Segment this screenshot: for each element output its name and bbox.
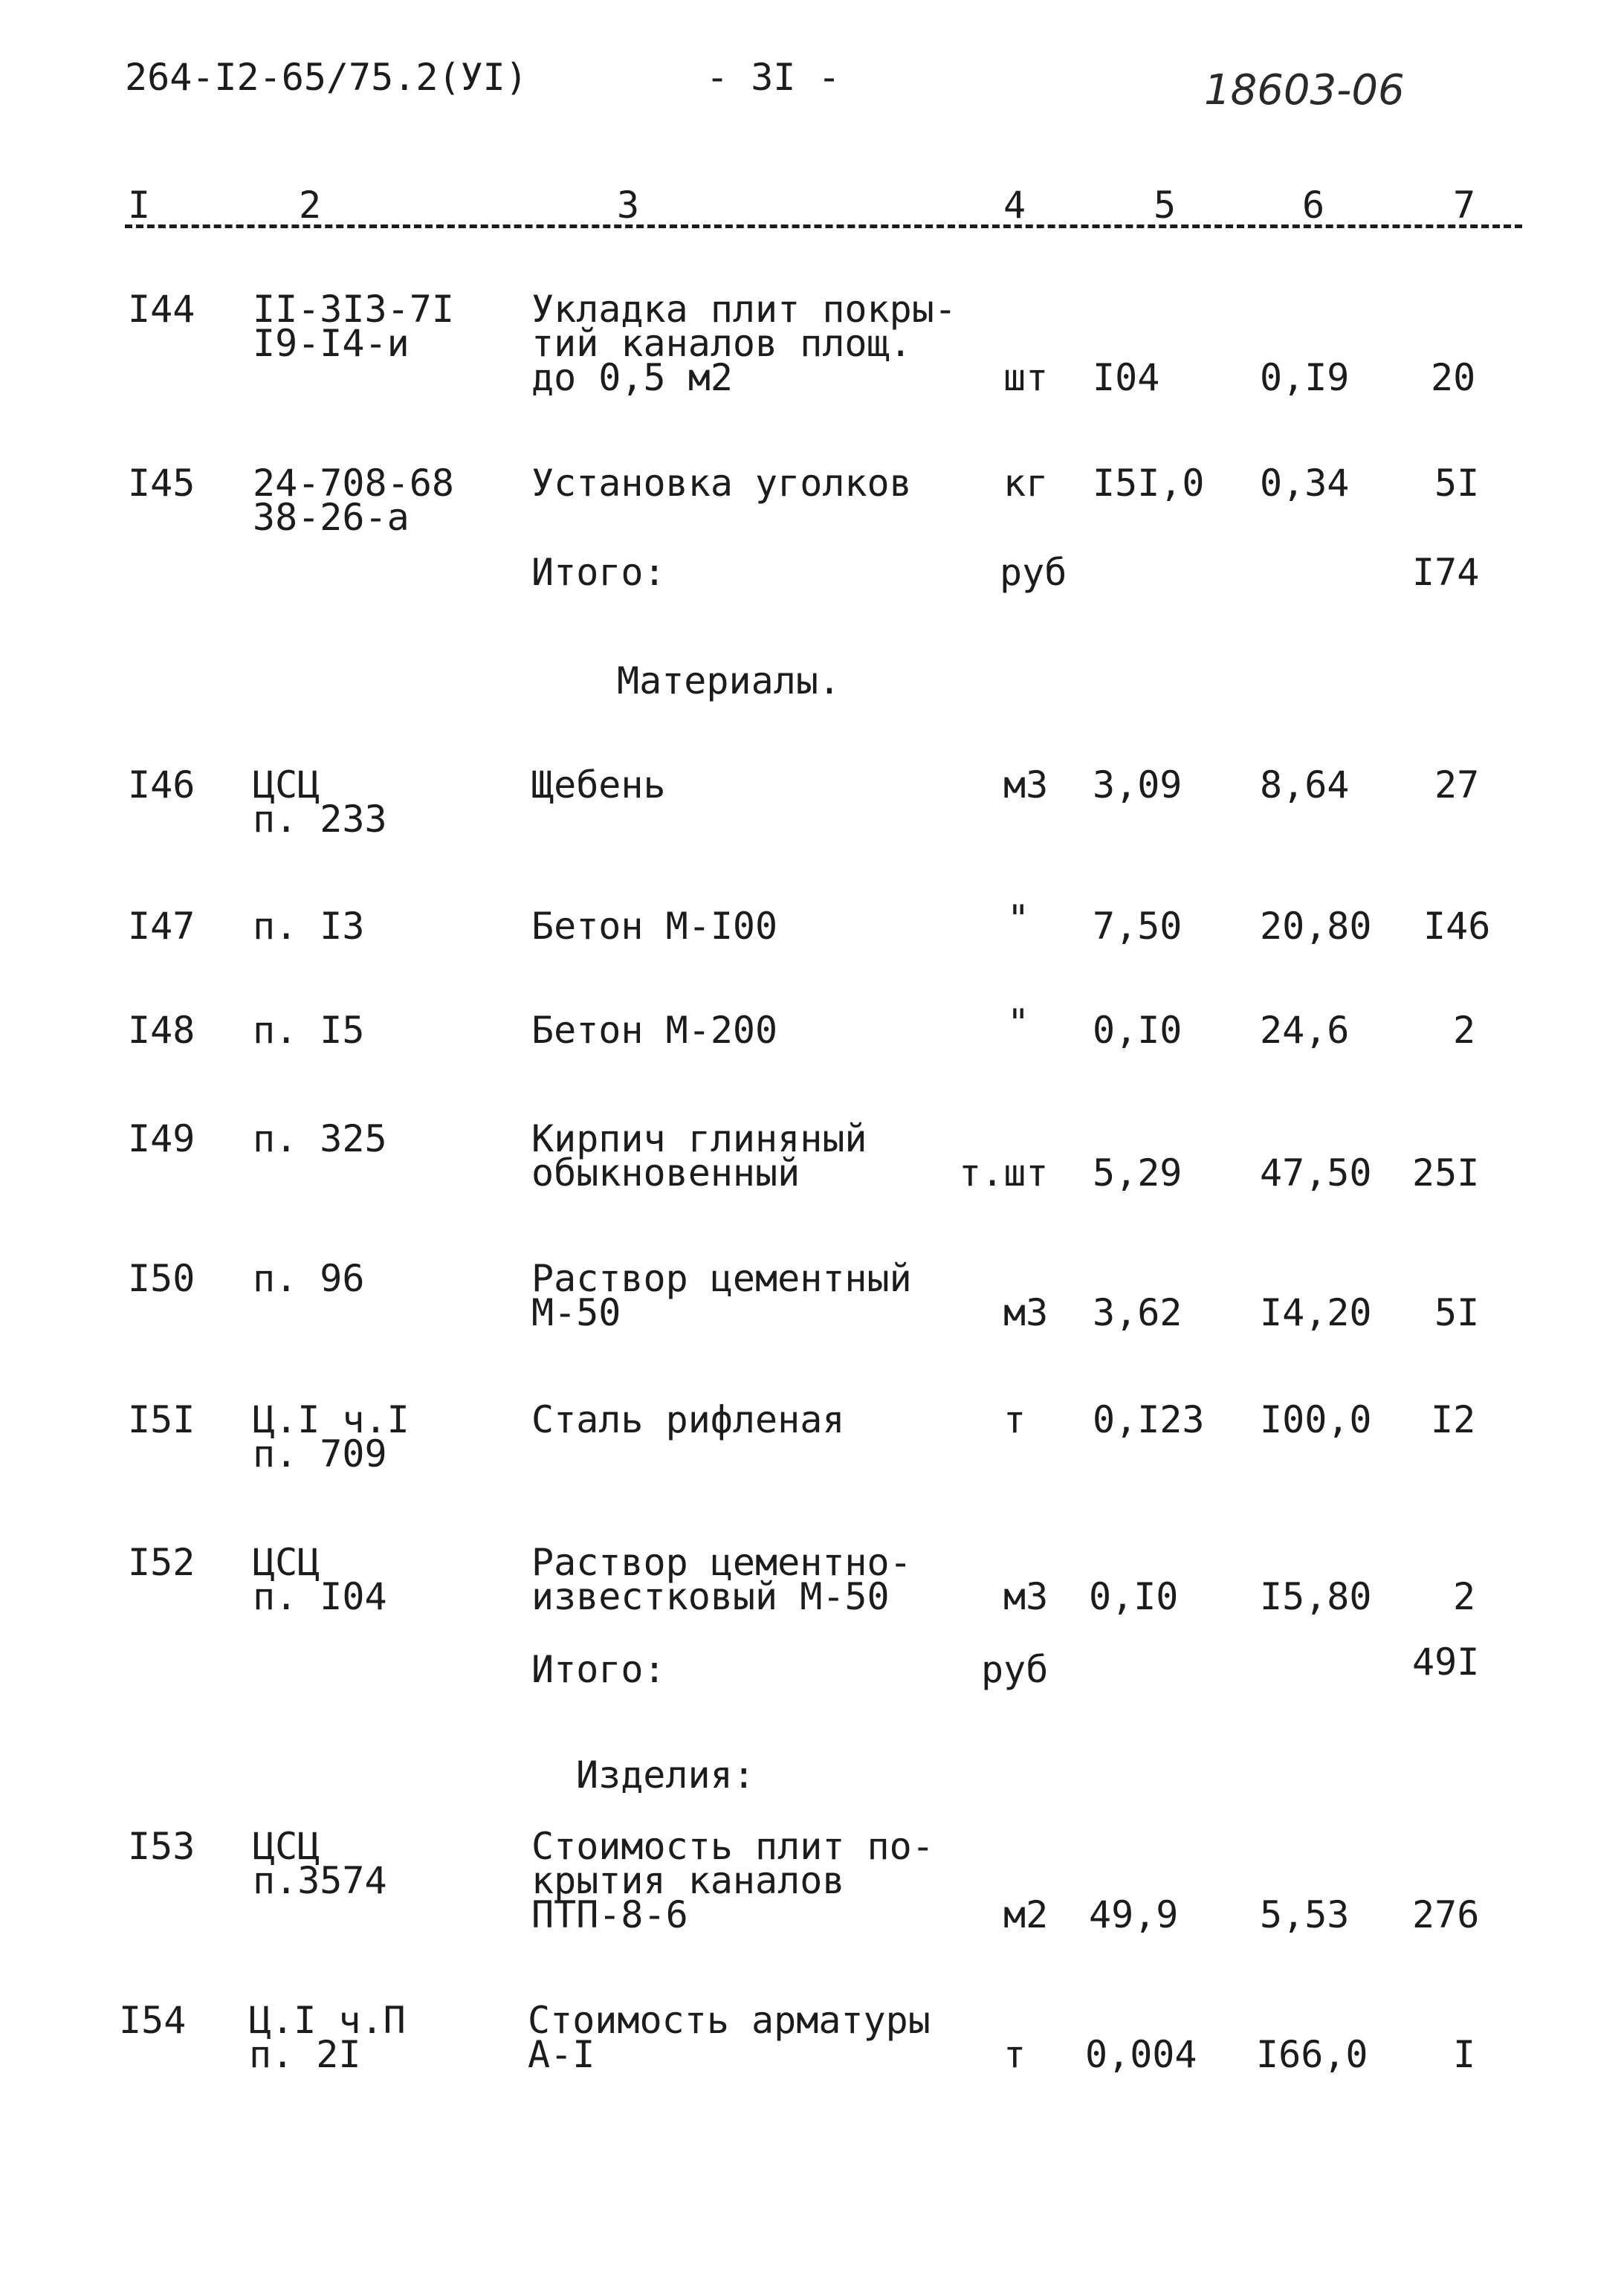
row-number: I52 [128,1541,195,1584]
reference-line: п. I3 [253,905,365,948]
item-name-line: Сталь рифленая [531,1398,845,1441]
reference-line: I9-I4-и [253,322,410,365]
unit-cell: кг [1003,462,1049,505]
unit-cell: т [1003,1398,1026,1441]
item-name-line: Раствор цементно- [531,1541,912,1584]
total-cell: 2 [1453,1009,1476,1052]
document-code: 264-I2-65/75.2(УI) [125,56,528,99]
row-number: I50 [128,1257,195,1300]
unit-ditto-mark: " [1007,897,1030,940]
reference-line: ЦСЦ [253,1541,320,1584]
row-number: I46 [128,763,195,807]
total-cell: 5I [1434,462,1480,505]
total-cell: 2 [1453,1575,1476,1618]
item-name-line: тий каналов площ. [531,322,912,365]
quantity-cell: I5I,0 [1093,462,1205,505]
column-number: 6 [1302,184,1325,227]
quantity-cell: 0,I23 [1093,1398,1205,1441]
reference-line: п. 2I [249,2033,361,2076]
unit-ditto-mark: " [1007,1001,1030,1044]
price-cell: I66,0 [1256,2033,1368,2076]
price-cell: 24,6 [1260,1009,1350,1052]
header-dashed-rule [125,224,1522,228]
quantity-cell: 3,62 [1093,1291,1183,1334]
subtotal-label: Итого: [531,1648,666,1691]
unit-cell: м3 [1003,1575,1049,1618]
row-number: I49 [128,1117,195,1160]
quantity-cell: 5,29 [1093,1151,1183,1195]
section-heading-materials: Материалы. [617,659,841,702]
item-name-line: до 0,5 м2 [531,356,733,399]
price-cell: 47,50 [1260,1151,1372,1195]
quantity-cell: 3,09 [1093,763,1183,807]
item-name-line: Бетон М-200 [531,1009,778,1052]
row-number: I48 [128,1009,195,1052]
reference-line: п. 325 [253,1117,387,1160]
subtotal-label: Итого: [531,551,666,594]
quantity-cell: 7,50 [1093,905,1183,948]
reference-line: п.3574 [253,1859,387,1902]
price-cell: 0,I9 [1260,356,1350,399]
item-name-line: Бетон М-I00 [531,905,778,948]
unit-cell: т [1003,2033,1026,2076]
price-cell: I00,0 [1260,1398,1372,1441]
price-cell: 20,80 [1260,905,1372,948]
item-name-line: ПТП-8-6 [531,1893,688,1936]
total-cell: 20 [1431,356,1476,399]
row-number: I45 [128,462,195,505]
row-number: I53 [128,1825,195,1868]
reference-line: п. 233 [253,798,387,841]
column-number: 4 [1003,184,1026,227]
total-cell: 276 [1412,1893,1480,1936]
total-cell: 25I [1412,1151,1480,1195]
item-name-line: Стоимость арматуры [528,1999,931,2042]
column-number: 5 [1154,184,1177,227]
row-number: I47 [128,905,195,948]
price-cell: 8,64 [1260,763,1350,807]
row-number: I44 [128,288,195,331]
subtotal-total: I74 [1412,551,1480,594]
item-name-line: А-I [528,2033,595,2076]
total-cell: 5I [1434,1291,1480,1334]
subtotal-unit: руб [981,1648,1049,1691]
quantity-cell: I04 [1093,356,1160,399]
total-cell: I46 [1423,905,1491,948]
reference-line: п. I5 [253,1009,365,1052]
unit-cell: шт [1003,356,1049,399]
archive-stamp-number: 18603-06 [1204,66,1405,114]
row-number: I5I [128,1398,195,1441]
item-name-line: Укладка плит покры- [531,288,957,331]
column-number: 3 [617,184,640,227]
item-name-line: Кирпич глиняный [531,1117,867,1160]
reference-line: 38-26-а [253,496,410,539]
column-number: I [128,184,151,227]
price-cell: 0,34 [1260,462,1350,505]
subtotal-unit: руб [1000,551,1067,594]
section-heading-products: Изделия: [576,1753,755,1797]
reference-line: II-3I3-7I [253,288,454,331]
item-name-line: крытия каналов [531,1859,845,1902]
item-name-line: М-50 [531,1291,621,1334]
quantity-cell: 0,004 [1085,2033,1197,2076]
reference-line: п. 96 [253,1257,365,1300]
quantity-cell: 49,9 [1089,1893,1179,1936]
total-cell: 27 [1434,763,1480,807]
reference-line: Ц.I ч.П [249,1999,406,2042]
price-cell: I5,80 [1260,1575,1372,1618]
subtotal-total: 49I [1412,1641,1480,1684]
page-number: - 3I - [706,56,841,99]
reference-line: Ц.I ч.I [253,1398,410,1441]
price-cell: I4,20 [1260,1291,1372,1334]
column-number: 7 [1453,184,1476,227]
column-number: 2 [299,184,322,227]
item-name-line: Стоимость плит по- [531,1825,934,1868]
price-cell: 5,53 [1260,1893,1350,1936]
reference-line: п. 709 [253,1432,387,1475]
total-cell: I2 [1431,1398,1476,1441]
reference-line: ЦСЦ [253,763,320,807]
item-name-line: обыкновенный [531,1151,800,1195]
unit-cell: т.шт [959,1151,1049,1195]
quantity-cell: 0,I0 [1093,1009,1183,1052]
row-number: I54 [119,1999,187,2042]
unit-cell: м3 [1003,1291,1049,1334]
item-name-line: известковый М-50 [531,1575,890,1618]
item-name-line: Установка уголков [531,462,912,505]
unit-cell: м2 [1003,1893,1049,1936]
total-cell: I [1453,2033,1476,2076]
quantity-cell: 0,I0 [1089,1575,1179,1618]
reference-line: ЦСЦ [253,1825,320,1868]
item-name-line: Щебень [531,763,666,807]
item-name-line: Раствор цементный [531,1257,912,1300]
reference-line: п. I04 [253,1575,387,1618]
unit-cell: м3 [1003,763,1049,807]
reference-line: 24-708-68 [253,462,454,505]
